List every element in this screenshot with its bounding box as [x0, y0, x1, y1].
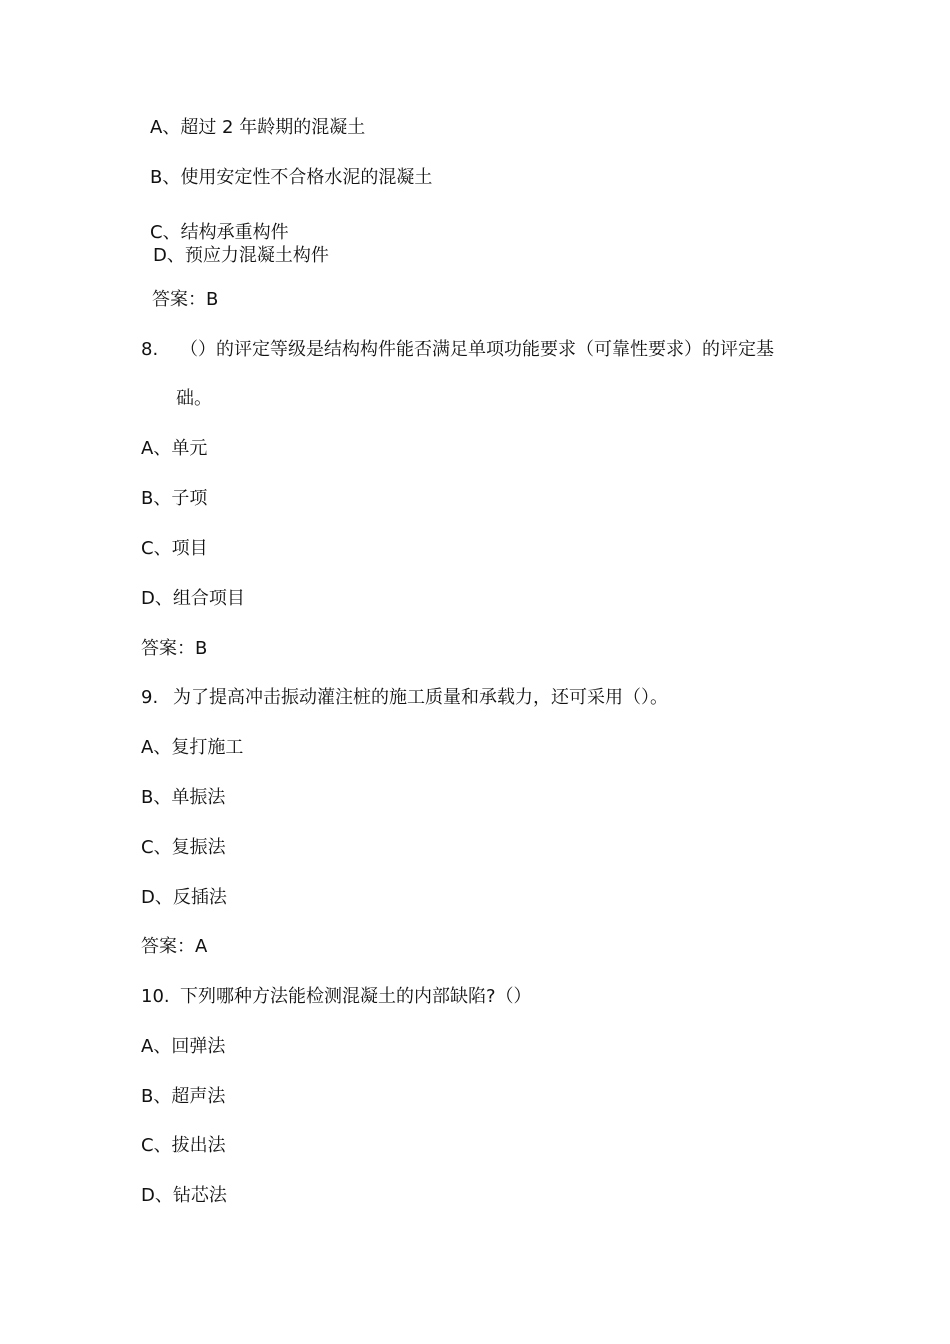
option-a: A、复打施工: [141, 737, 244, 758]
question-text: 下列哪种方法能检测混凝土的内部缺陷?（）: [180, 986, 532, 1007]
question-text-continued: 础。: [176, 388, 212, 409]
option-b: B、单振法: [141, 787, 226, 808]
option-a: A、单元: [141, 438, 208, 459]
question-number: 9.: [141, 687, 159, 708]
question-number: 10.: [141, 986, 170, 1007]
option-d: D、钻芯法: [141, 1185, 227, 1206]
option-d: D、组合项目: [141, 588, 245, 609]
answer: 答案：A: [141, 936, 208, 957]
option-a: A、超过 2 年龄期的混凝土: [150, 117, 366, 138]
option-a: A、回弹法: [141, 1036, 226, 1057]
option-b: B、子项: [141, 488, 208, 509]
option-c: C、结构承重构件: [150, 222, 289, 243]
option-b: B、使用安定性不合格水泥的混凝土: [150, 167, 433, 188]
option-c: C、拔出法: [141, 1135, 226, 1156]
option-c: C、复振法: [141, 837, 226, 858]
answer: 答案：B: [141, 638, 208, 659]
option-d: D、预应力混凝土构件: [153, 245, 329, 266]
answer: 答案：B: [152, 289, 219, 310]
question-text: 为了提高冲击振动灌注桩的施工质量和承载力，还可采用（）。: [173, 687, 668, 708]
question-number: 8.: [141, 339, 159, 360]
question-text: （）的评定等级是结构构件能否满足单项功能要求（可靠性要求）的评定基: [180, 339, 774, 360]
option-c: C、项目: [141, 538, 208, 559]
option-d: D、反插法: [141, 887, 227, 908]
option-b: B、超声法: [141, 1086, 226, 1107]
